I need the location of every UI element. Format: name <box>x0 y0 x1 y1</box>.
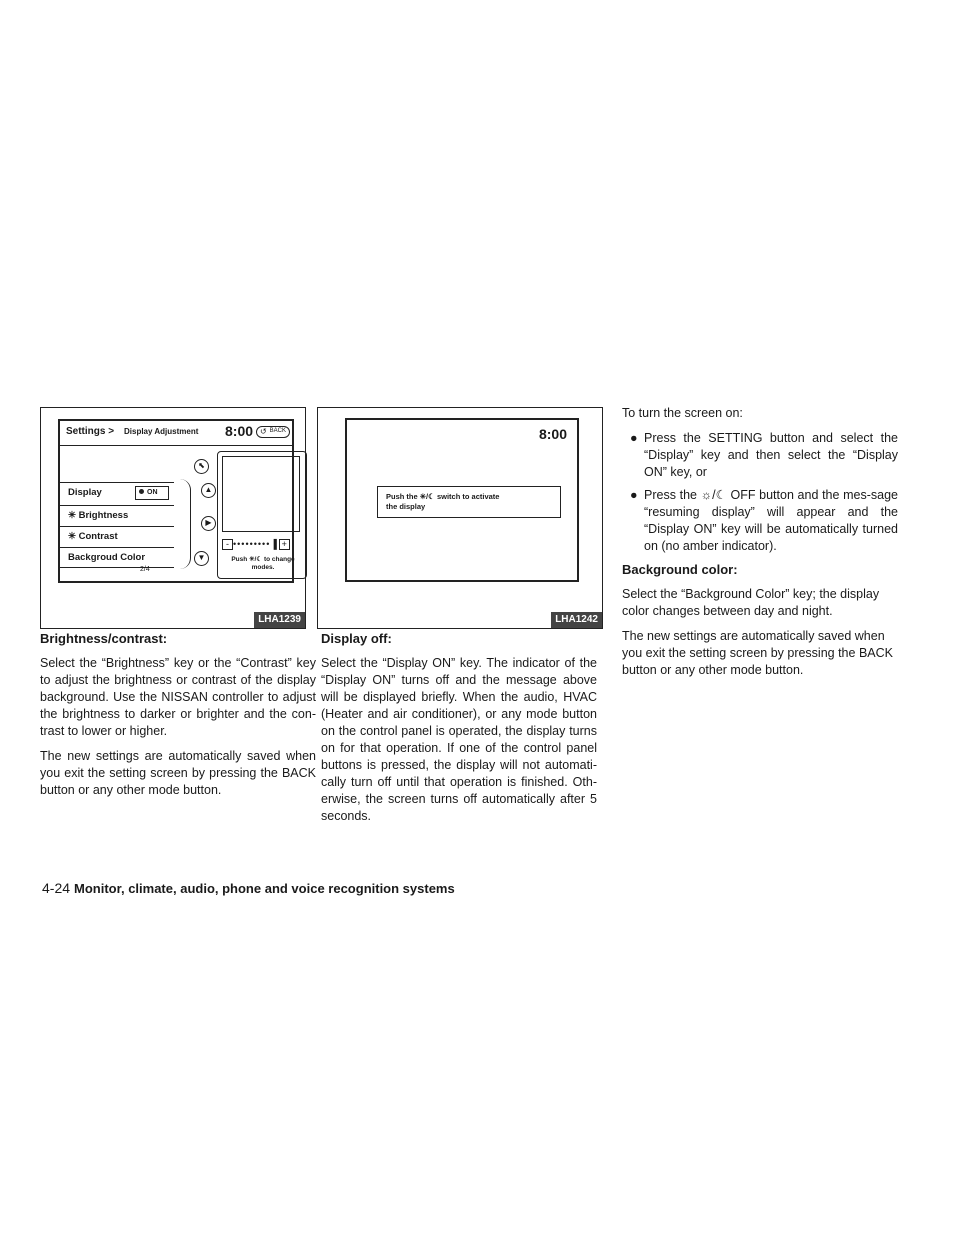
activate-message-box <box>377 486 561 518</box>
menu-item-display[interactable] <box>60 482 174 505</box>
menu-item-label: Contrast <box>78 531 118 542</box>
push-instruction <box>222 556 304 572</box>
back-arrow-icon: ↺ <box>260 427 267 436</box>
controller-down-icon[interactable]: ▼ <box>194 551 209 566</box>
intro-text: To turn the screen on: <box>622 406 743 420</box>
menu-item-label: Backgroud Color <box>68 552 146 563</box>
clock: 8:00 <box>538 426 567 442</box>
menu-list <box>60 461 176 575</box>
heading-display-off: Display off: <box>321 631 392 646</box>
day-night-icon: ✳/☾ <box>249 556 264 563</box>
back-label: BACK <box>269 428 286 434</box>
menu-item-label: Display <box>68 487 102 498</box>
slider-track: ••••••••• <box>233 539 271 549</box>
settings-screen <box>58 419 294 583</box>
bullet-icon: ● <box>630 431 638 445</box>
page-footer <box>42 880 455 896</box>
menu-item-label: Brightness <box>78 510 129 521</box>
column-display-off <box>321 630 597 833</box>
preview-window <box>222 456 300 532</box>
figure-code: LHA1242 <box>551 612 602 628</box>
bullet-text: Press the <box>644 488 697 502</box>
page-number: 4-24 <box>42 880 71 896</box>
push-text: Push <box>231 556 248 563</box>
bullet-icon: ● <box>630 488 638 502</box>
list-item <box>622 487 898 555</box>
minus-icon[interactable]: - <box>222 539 233 550</box>
controller-up-icon[interactable]: ▲ <box>201 483 216 498</box>
figure-display-adjustment <box>40 407 306 629</box>
paragraph: Select the “Display ON” key. The indicator of the “Display ON” turns off and the message above will be displayed briefly. When the audio, HVAC (Heater and air conditioner), or any mode button on the control panel is operated, the display turns on for that operation. If one of the control panel buttons is pressed, the display will not automati-cally turn off until that operation is finished. Oth-erwise, the screen turns off automatically after 5 seconds. <box>321 656 597 823</box>
message-text: Push the <box>386 492 418 501</box>
figure-code: LHA1239 <box>254 612 305 628</box>
bullet-text: Press the SETTING button and select the “Display” key and then select the “Display ON” key, or <box>644 431 898 479</box>
menu-item-contrast[interactable] <box>60 526 174 547</box>
menu-item-brightness[interactable] <box>60 505 174 526</box>
paragraph: The new settings are automatically saved when you exit the setting screen by pressing the BACK button or any other mode button. <box>622 629 893 677</box>
plus-icon[interactable]: + <box>279 539 290 550</box>
bullet-text: OFF button and the mes-sage “resuming display” will appear and the “Display ON” key will be automatically turned on (no amber indicator). <box>644 488 898 553</box>
brightness-icon: ✳ <box>68 510 79 521</box>
paragraph: Select the “Background Color” key; the display color changes between day and night. <box>622 587 880 618</box>
heading-brightness-contrast: Brightness/contrast: <box>40 631 168 646</box>
display-adjustment-title: Display Adjustment <box>124 427 199 436</box>
clock: 8:00 <box>225 423 254 439</box>
controller-up-left-icon[interactable]: ⬉ <box>194 459 209 474</box>
page-indicator: 2/4 <box>140 566 150 573</box>
slider-knob-icon: ▐ <box>270 539 277 549</box>
push-text-change: to change <box>263 556 295 563</box>
message-text-switch: switch to activate <box>436 492 500 501</box>
paragraph: The new settings are automatically saved when you exit the setting screen by pressing the BACK button or any other mode button. <box>40 749 316 797</box>
level-slider[interactable] <box>222 538 302 552</box>
on-indicator <box>135 486 169 500</box>
on-label: ON <box>147 489 158 496</box>
figure-display-off <box>317 407 603 629</box>
day-night-icon: ✳/☾ <box>419 492 437 501</box>
paragraph: Select the “Brightness” key or the “Contrast” key to adjust the brightness or contrast of the display background. Use the NISSAN controller to adjust the brightness to darker or brighter and the con-trast to lower or higher. <box>40 656 316 738</box>
message-text-display: the display <box>386 502 426 511</box>
screen-header <box>60 421 292 446</box>
column-turn-on <box>622 405 898 687</box>
heading-background-color: Background color: <box>622 562 738 577</box>
column-brightness-contrast <box>40 630 316 807</box>
indicator-dot-icon <box>139 489 144 494</box>
back-button[interactable] <box>256 426 290 438</box>
menu-item-background-color[interactable] <box>60 547 174 568</box>
push-text-modes: modes. <box>251 564 275 571</box>
contrast-icon: ✳ <box>68 531 79 542</box>
controller-right-icon[interactable]: ▶ <box>201 516 216 531</box>
settings-title: Settings > <box>66 426 115 437</box>
day-night-icon: ☼/☾ <box>700 488 731 502</box>
scroll-arc <box>180 479 191 569</box>
section-title: Monitor, climate, audio, phone and voice recognition systems <box>74 881 455 896</box>
preview-panel <box>217 451 307 579</box>
off-screen <box>345 418 579 582</box>
list-item <box>622 430 898 481</box>
